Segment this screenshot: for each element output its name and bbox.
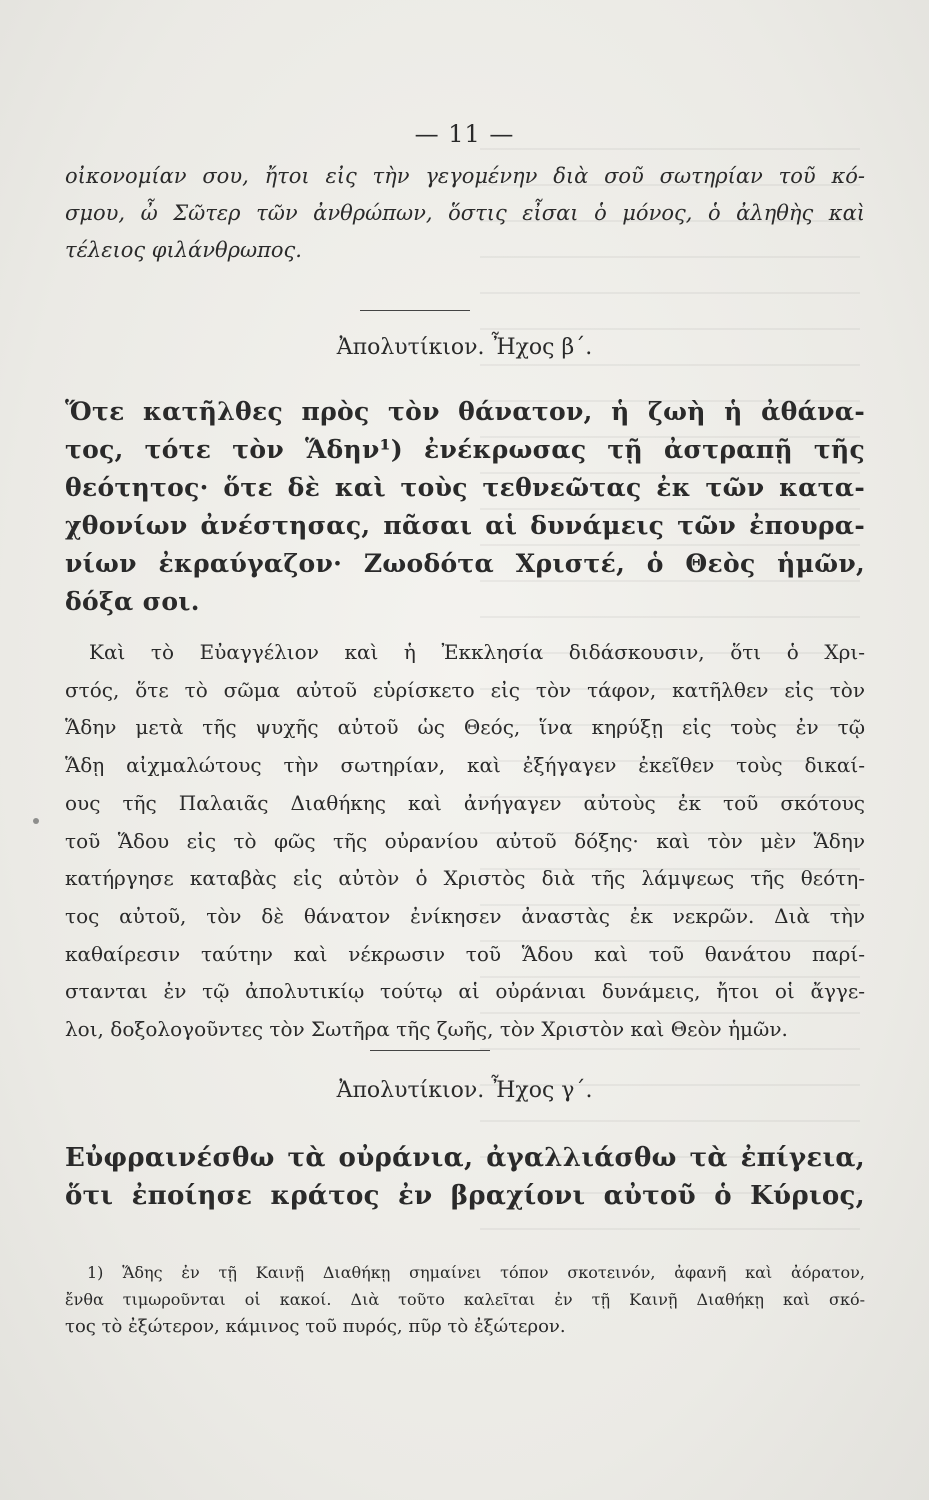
text-line: τέλειος φιλάνθρωπος. [65, 238, 302, 262]
text-line: τος, τότε τὸν Ἅδην¹) ἐνέκρωσας τῇ ἀστραπῇ τῆς [65, 435, 865, 464]
text-line: τοῦ Ἅδου εἰς τὸ φῶς τῆς οὐρανίου αὐτοῦ δόξης· καὶ τὸν μὲν Ἅδην [65, 828, 865, 853]
text-line: Ἅδῃ αἰχμαλώτους τὴν σωτηρίαν, καὶ ἐξήγαγεν ἐκεῖθεν τοὺς δικαί- [65, 753, 865, 778]
apolytikion-b-heading: Ἀπολυτίκιον. Ἦχος β΄. [336, 335, 593, 360]
text-line: Ἅδην μετὰ τῆς ψυχῆς αὐτοῦ ὡς Θεός, ἵνα κηρύξῃ εἰς τοὺς ἐν τῷ [65, 715, 865, 740]
text-line: τος αὐτοῦ, τὸν δὲ θάνατον ἐνίκησεν ἀναστὰς ἐκ νεκρῶν. Διὰ τὴν [65, 903, 865, 928]
section-divider [360, 310, 470, 311]
text-line: στανται ἐν τῷ ἀπολυτικίῳ τούτῳ αἱ οὐράνιαι δυνάμεις, ἤτοι οἱ ἄγγε- [65, 979, 865, 1004]
text-line: λοι, δοξολογοῦντες τὸν Σωτῆρα τῆς ζωῆς, τὸν Χριστὸν καὶ Θεὸν ἡμῶν. [65, 1017, 788, 1042]
footnote-line: τος τὸ ἐξώτερον, κάμινος τοῦ πυρός, πῦρ τὸ ἐξώτερον. [65, 1316, 566, 1337]
footnote-line: 1) Ἅδης ἐν τῇ Καινῇ Διαθήκῃ σημαίνει τόπον σκοτεινόν, ἀφανῆ καὶ ἀόρατον, [87, 1263, 865, 1282]
text-line: κατήργησε καταβὰς εἰς αὐτὸν ὁ Χριστὸς διὰ τῆς λάμψεως τῆς θεότη- [65, 866, 865, 891]
text-line: καθαίρεσιν ταύτην καὶ νέκρωσιν τοῦ Ἅδου καὶ τοῦ θανάτου παρί- [65, 941, 865, 966]
intro-paragraph [65, 158, 865, 269]
text-line: δόξα σοι. [65, 587, 200, 616]
text-line: ὅτι ἐποίησε κράτος ἐν βραχίονι αὐτοῦ ὁ Κύριος, [65, 1181, 865, 1211]
text-line: θεότητος· ὅτε δὲ καὶ τοὺς τεθνεῶτας ἐκ τῶν κατα- [65, 473, 865, 502]
text-line: Ὅτε κατῆλθες πρὸς τὸν θάνατον, ἡ ζωὴ ἡ ἀθάνα- [65, 397, 865, 426]
apolytikion-b-text [65, 393, 865, 621]
text-line: Εὐφραινέσθω τὰ οὐράνια, ἀγαλλιάσθω τὰ ἐπίγεια, [65, 1143, 865, 1173]
section-divider [370, 1050, 490, 1051]
text-line: στός, ὅτε τὸ σῶμα αὐτοῦ εὑρίσκετο εἰς τὸν τάφον, κατῆλθεν εἰς τὸν [65, 677, 865, 702]
text-line: χθονίων ἀνέστησας, πᾶσαι αἱ δυνάμεις τῶν ἐπουρα- [65, 511, 865, 540]
explanation-paragraph [65, 634, 865, 1049]
footnote [65, 1259, 865, 1340]
text-line: σμου, ὦ Σῶτερ τῶν ἀνθρώπων, ὅστις εἶσαι ὁ μόνος, ὁ ἀληθὴς καὶ [65, 201, 865, 225]
apolytikion-g-heading: Ἀπολυτίκιον. Ἦχος γ΄. [336, 1078, 593, 1103]
ink-speck [33, 818, 39, 824]
page-number: — 11 — [414, 120, 515, 148]
apolytikion-g-text [65, 1139, 865, 1215]
text-line: νίων ἐκραύγαζον· Ζωοδότα Χριστέ, ὁ Θεὸς ἡμῶν, [65, 549, 865, 578]
text-line: οἰκονομίαν σου, ἤτοι εἰς τὴν γεγομένην διὰ σοῦ σωτηρίαν τοῦ κό- [65, 164, 865, 188]
text-line: ους τῆς Παλαιᾶς Διαθήκης καὶ ἀνήγαγεν αὐτοὺς ἐκ τοῦ σκότους [65, 790, 865, 815]
footnote-line: ἔνθα τιμωροῦνται οἱ κακοί. Διὰ τοῦτο καλεῖται ἐν τῇ Καινῇ Διαθήκῃ καὶ σκό- [65, 1290, 865, 1309]
text-line: Καὶ τὸ Εὐαγγέλιον καὶ ἡ Ἐκκλησία διδάσκουσιν, ὅτι ὁ Χρι- [89, 640, 865, 664]
